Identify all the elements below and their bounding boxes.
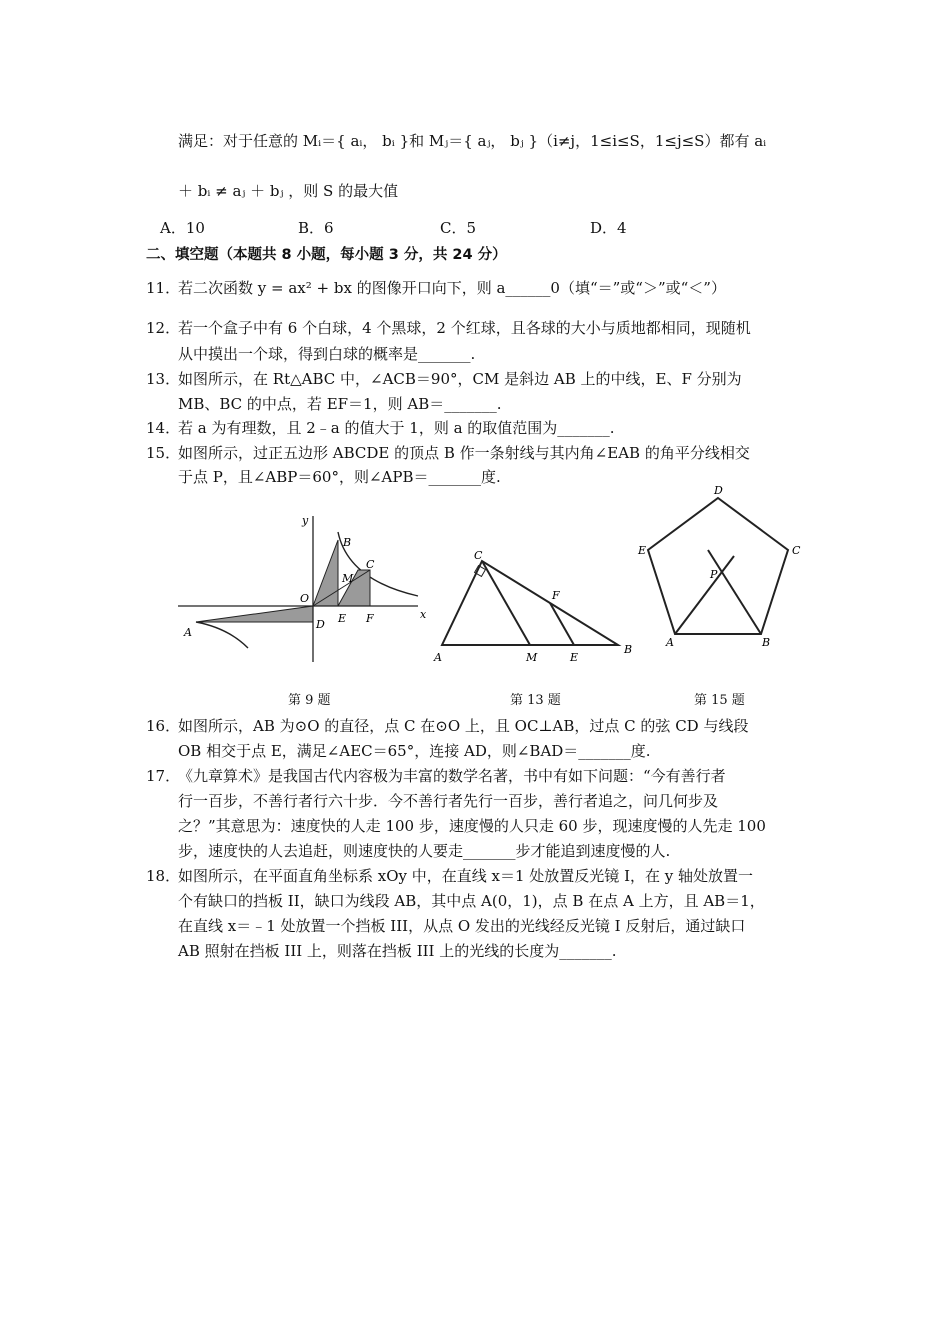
fig13-label-a: A: [434, 651, 442, 664]
q16-line-1: 如图所示，AB 为⊙O 的直径，点 C 在⊙O 上，且 OC⊥AB，过点 C 的弦 CD 与线段: [178, 717, 749, 735]
q15-number: 15．: [146, 444, 181, 462]
q18-line-3: 在直线 x＝﹣1 处放置一个挡板 III，从点 O 发出的光线经反光镜 I 反射后，通过缺口: [178, 917, 746, 935]
fig13-segment-cm: [482, 561, 530, 645]
fig9-label-m: M: [342, 572, 354, 585]
q17-line-1: 《九章算术》是我国古代内容极为丰富的数学名著，书中有如下问题：“今有善行者: [178, 767, 726, 785]
fig15-label-b: B: [762, 636, 771, 649]
q12-line-1: 若一个盒子中有 6 个白球，4 个黑球，2 个红球，且各球的大小与质地都相同，现随机: [178, 319, 751, 337]
q10-option-b: B．6: [298, 219, 334, 237]
q14-number: 14．: [146, 419, 181, 437]
q10-option-a: A．10: [160, 219, 205, 237]
fig9-label-b: B: [343, 536, 352, 549]
fig13-triangle-abc: [442, 561, 618, 645]
fig9-label-e: E: [338, 612, 347, 625]
q18-line-2: 个有缺口的挡板 II，缺口为线段 AB，其中点 A(0，1)，点 B 在点 A 上方，且 AB＝1，: [178, 892, 765, 910]
fig9-label-y: y: [302, 514, 309, 527]
q18-line-4: AB 照射在挡板 III 上，则落在挡板 III 上的光线的长度为_______.: [178, 942, 617, 960]
q18-line-1: 如图所示，在平面直角坐标系 xOy 中，在直线 x＝1 处放置反光镜 I，在 y 轴处放置一: [178, 867, 754, 885]
q13-number: 13．: [146, 370, 181, 388]
figure-13: [428, 545, 640, 669]
fig9-label-o: O: [300, 592, 310, 605]
caption-fig-13: 第 13 题: [510, 693, 561, 708]
q12-number: 12．: [146, 319, 181, 337]
fig13-label-m: M: [526, 651, 538, 664]
fig13-label-c: C: [474, 549, 483, 562]
q13-line-2: MB、BC 的中点，若 EF＝1，则 AB＝_______.: [178, 395, 502, 413]
q17-number: 17．: [146, 767, 181, 785]
fig15-label-a: A: [666, 636, 674, 649]
caption-fig-9: 第 9 题: [288, 693, 331, 708]
fig13-label-f: F: [552, 589, 560, 602]
fig13-label-b: B: [624, 643, 633, 656]
q14-line-1: 若 a 为有理数，且 2﹣a 的值大于 1，则 a 的取值范围为_______.: [178, 419, 615, 437]
caption-fig-15: 第 15 题: [694, 693, 745, 708]
q11-number: 11．: [146, 279, 181, 297]
fig15-ray-from-b: [708, 550, 761, 634]
fig9-label-a: A: [184, 626, 192, 639]
figure-15: [636, 484, 804, 664]
fig9-hyperbola-left: [196, 622, 248, 648]
q18-number: 18．: [146, 867, 181, 885]
fig15-bisector-from-a: [675, 556, 734, 634]
section-2-heading: 二、填空题（本题共 8 小题，每小题 3 分，共 24 分）: [146, 247, 507, 263]
fig15-label-p: P: [710, 568, 718, 581]
q15-line-1: 如图所示，过正五边形 ABCDE 的顶点 B 作一条射线与其内角∠EAB 的角平分线相交: [178, 444, 750, 462]
q10-line-2: ＋ bᵢ ≠ aⱼ ＋ bⱼ ，则 S 的最大值: [178, 182, 399, 200]
fig13-label-e: E: [570, 651, 579, 664]
q10-option-c: C．5: [440, 219, 477, 237]
q11-line-1: 若二次函数 y = ax² + bx 的图像开口向下，则 a______0（填“＝”或“＞”或“＜”）: [178, 279, 726, 297]
q12-line-2: 从中摸出一个球，得到白球的概率是_______.: [178, 345, 476, 363]
q16-number: 16．: [146, 717, 181, 735]
fig9-label-d: D: [316, 618, 325, 631]
figure-9: [178, 510, 430, 666]
fig9-label-c: C: [366, 558, 375, 571]
q13-line-1: 如图所示，在 Rt△ABC 中，∠ACB＝90°，CM 是斜边 AB 上的中线，E、F 分别为: [178, 370, 742, 388]
fig15-label-d: D: [714, 484, 723, 497]
q17-line-2: 行一百步，不善行者行六十步．今不善行者先行一百步，善行者追之，问几何步及: [178, 792, 719, 810]
fig15-label-c: C: [792, 544, 801, 557]
fig9-label-x: x: [420, 608, 427, 621]
fig9-shaded-region-1: [313, 540, 338, 606]
q16-line-2: OB 相交于点 E，满足∠AEC＝65°，连接 AD，则∠BAD＝_______度.: [178, 742, 651, 760]
fig9-label-f: F: [366, 612, 374, 625]
q10-option-d: D．4: [590, 219, 627, 237]
q17-line-4: 步，速度快的人去追赶，则速度快的人要走_______步才能追到速度慢的人.: [178, 842, 671, 860]
q15-line-2: 于点 P，且∠ABP＝60°，则∠APB＝_______度.: [178, 468, 501, 486]
q17-line-3: 之？”其意思为：速度快的人走 100 步，速度慢的人只走 60 步，现速度慢的人先走 100: [178, 817, 766, 835]
fig15-label-e: E: [638, 544, 647, 557]
q10-line-1: 满足：对于任意的 Mᵢ＝{ aᵢ， bᵢ }和 Mⱼ＝{ aⱼ， bⱼ }（i≠j，1≤i≤S，1≤j≤S）都有 aᵢ: [178, 132, 767, 150]
fig9-shaded-region-3: [196, 606, 313, 622]
